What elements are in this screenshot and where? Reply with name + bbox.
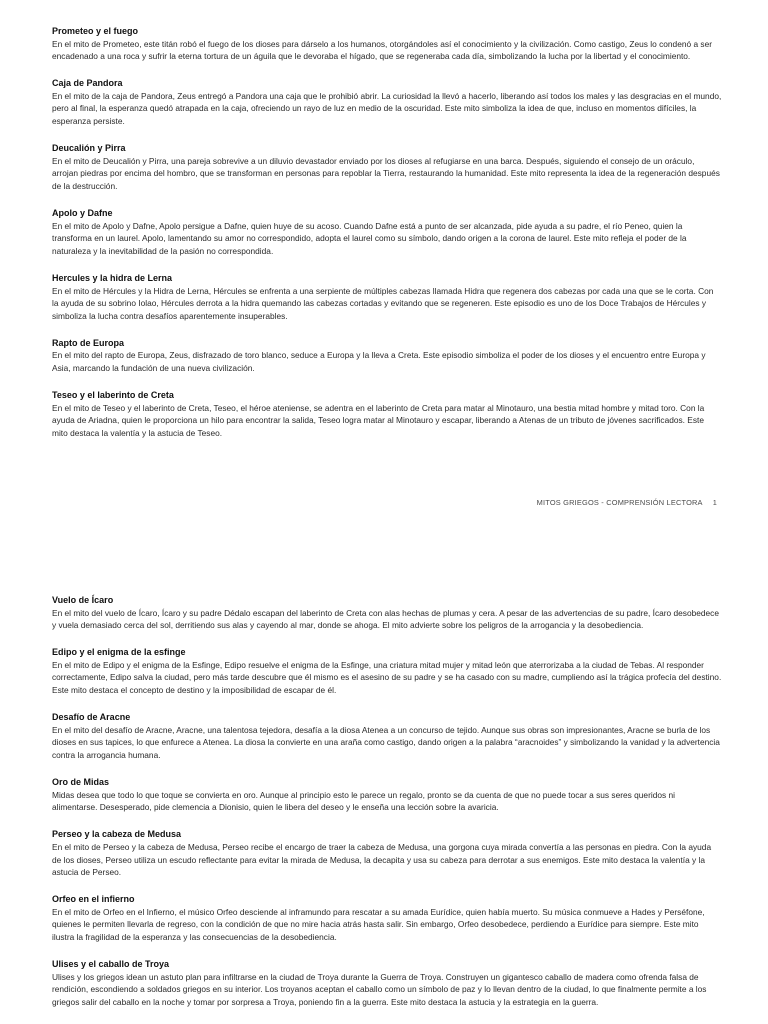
- page-1-content: [52, 25, 722, 454]
- page-2-content: [52, 594, 722, 1023]
- section-title: Caja de Pandora: [52, 78, 123, 89]
- section-body: En el mito de Perseo y la cabeza de Medusa, Perseo recibe el encargo de traer la cabeza de Medusa, una gorgona cuya mirada convertía a las personas en piedra. Con la ayuda de los dioses, Perseo utiliza un escudo reflectante para evitar la mirada de Medusa, la decapita y usa su cabeza para derrotar a sus enemigos. Este mito destaca la valentía y la astucia de Perseo.: [52, 841, 712, 878]
- section-body: En el mito del rapto de Europa, Zeus, disfrazado de toro blanco, seduce a Europa y la lleva a Creta. Este episodio simboliza el poder de los dioses y el encuentro entre Europa y Asia, marcando la fundación de una nueva civilización.: [52, 350, 706, 373]
- section-body: Ulises y los griegos idean un astuto plan para infiltrarse en la ciudad de Troya durante la Guerra de Troya. Construyen un gigantesco caballo de madera como ofrenda falsa de rendición, escondiendo a soldados griegos en su interior. Los troyanos aceptan el caballo como un símbolo de paz y lo llevan dentro de la ciudad, lo que finalmente permite a los griegos salir del caballo en la noche y tomar por sorpresa a Troya, poniendo fin a la guerra. Este mito destaca la astucia y la estrategia en la guerra.: [52, 971, 707, 1007]
- section-body: En el mito del desafío de Aracne, Aracne, una talentosa tejedora, desafía a la diosa Atenea a un concurso de tejido. Aunque sus obras son impresionantes, Aracne se burla de los dioses en sus tapices, lo que enfurece a Atenea. La diosa la convierte en una araña como castigo, dando origen a la palabra “aracnoides” y simbolizando la vanidad y la advertencia contra la arrogancia humana.: [52, 724, 720, 760]
- footer-label: MITOS GRIEGOS - COMPRENSIÓN LECTORA: [536, 498, 703, 507]
- section-title: Deucalión y Pirra: [52, 143, 126, 154]
- myth-section-pandora: [52, 77, 722, 127]
- myth-section-europa: [52, 337, 722, 375]
- section-body: En el mito de Deucalión y Pirra, una pareja sobrevive a un diluvio devastador enviado por los dioses al refugiarse en una barca. Después, siguiendo el consejo de un oráculo, arrojan piedras por encima del hombro, que se transforman en personas para repoblar la Tierra, restaurando la humanidad. Este mito representa la idea de la regeneración después de la destrucción.: [52, 155, 720, 191]
- section-body: En el mito de Orfeo en el Infierno, el músico Orfeo desciende al inframundo para rescatar a su amada Eurídice, quien había muerto. Su música conmueve a Hades y Perséfone, quienes le permiten llevarla de regreso, con la condición de que no mire hacia atrás hasta salir. Sin embargo, Orfeo desobedece, perdiendo a Eurídice para siempre. Este mito ilustra la fragilidad de la esperanza y las consecuencias de la desobediencia.: [52, 906, 705, 942]
- myth-section-aracne: [52, 711, 722, 761]
- myth-section-icaro: [52, 594, 722, 632]
- section-title: Vuelo de Ícaro: [52, 595, 114, 605]
- section-title: Edipo y el enigma de la esfinge: [52, 647, 186, 658]
- section-body: En el mito de la caja de Pandora, Zeus entregó a Pandora una caja que le prohibió abrir. La curiosidad la llevó a hacerlo, liberando así todos los males y las desgracias en el mundo, pero al final, la esperanza quedó atrapada en la caja, ofreciendo un rayo de luz en medio de la oscuridad. Este mito simboliza la idea de que, incluso en momentos difíciles, la esperanza persiste.: [52, 90, 722, 127]
- section-title: Rapto de Europa: [52, 337, 125, 348]
- section-title: Ulises y el caballo de Troya: [52, 959, 170, 970]
- myth-section-perseo: [52, 828, 722, 878]
- section-body: En el mito de Apolo y Dafne, Apolo persigue a Dafne, quien huye de su acoso. Cuando Dafne está a punto de ser alcanzada, pide ayuda a su padre, el río Peneo, quien la transforma en un laurel. Apolo, lamentando su amor no correspondido, adopta el laurel como su símbolo, dando origen a la corona de laurel. Este mito refleja el poder de la naturaleza y la inevitabilidad de la pasión no correspondida.: [52, 220, 687, 256]
- section-body: En el mito de Hércules y la Hidra de Lerna, Hércules se enfrenta a una serpiente de múltiples cabezas llamada Hidra que regenera dos cabezas por cada una que se le corta. Con la ayuda de su sobrino Iolao, Hércules derrota a la hidra quemando las cabezas cortadas y evitando que se regeneren. Este episodio es uno de los Doce Trabajos de Hércules y simboliza la lucha contra desafíos aparentemente insuperables.: [52, 285, 714, 321]
- section-body: En el mito de Edipo y el enigma de la Esfinge, Edipo resuelve el enigma de la Esfinge, una criatura mitad mujer y mitad león que aterrorizaba a la ciudad de Tebas. Al responder correctamente, Edipo salva la ciudad, pero más tarde descubre que él mismo es el asesino de su padre y se ha casado con su madre, cumpliendo así la trágica profecía del destino. Este mito destaca el concepto de destino y la imposibilidad de escapar de él.: [52, 659, 722, 696]
- myth-section-orfeo: [52, 893, 722, 943]
- page-number: 1: [712, 498, 717, 507]
- section-title: Teseo y el laberinto de Creta: [52, 390, 174, 401]
- section-title: Oro de Midas: [52, 777, 110, 788]
- section-title: Perseo y la cabeza de Medusa: [52, 829, 182, 840]
- myth-section-prometeo: [52, 25, 722, 63]
- myth-section-hercules: [52, 272, 722, 322]
- section-body: En el mito de Prometeo, este titán robó el fuego de los dioses para dárselo a los humanos, otorgándoles así el conocimiento y la civilización. Como castigo, Zeus lo condenó a ser encadenado a una roca y sufrir la eterna tortura de un águila que le devoraba el hígado, que se regeneraba cada día, simbolizando la lucha por la libertad y el conocimiento.: [52, 38, 712, 62]
- myth-section-ulises: [52, 958, 722, 1008]
- section-title: Desafío de Aracne: [52, 712, 131, 723]
- section-body: En el mito del vuelo de Ícaro, Ícaro y su padre Dédalo escapan del laberinto de Creta con alas hechas de plumas y cera. A pesar de las advertencias de su padre, Ícaro desobedece y vuela demasiado cerca del sol, derritiendo sus alas y cayendo al mar, donde se ahoga. El mito advierte sobre los peligros de la arrogancia y la desobediencia.: [52, 607, 719, 631]
- section-body: En el mito de Teseo y el laberinto de Creta, Teseo, el héroe ateniense, se adentra en el laberinto de Creta para matar al Minotauro, una bestia mitad hombre y mitad toro. Con la ayuda de Ariadna, quien le proporciona un hilo para encontrar la salida, Teseo logra matar al Minotauro y escapar, liberando a Atenas de un tributo de jóvenes sacrificados. Este mito destaca la valentía y la astucia de Teseo.: [52, 402, 705, 438]
- myth-section-deucalion: [52, 142, 722, 192]
- myth-section-teseo: [52, 389, 722, 439]
- myth-section-apolo: [52, 207, 722, 257]
- section-title: Apolo y Dafne: [52, 208, 113, 219]
- section-title: Hercules y la hidra de Lerna: [52, 272, 173, 283]
- section-title: Prometeo y el fuego: [52, 26, 139, 36]
- page-footer: [537, 498, 717, 507]
- section-title: Orfeo en el infierno: [52, 894, 135, 905]
- myth-section-edipo: [52, 646, 722, 696]
- myth-section-midas: [52, 776, 722, 814]
- section-body: Midas desea que todo lo que toque se convierta en oro. Aunque al principio esto le parece un regalo, pronto se da cuenta de que no puede tocar a sus seres queridos ni alimentarse. Desesperado, pide clemencia a Dionisio, quien le libera del deseo y le enseña una lección sobre la avaricia.: [52, 789, 675, 813]
